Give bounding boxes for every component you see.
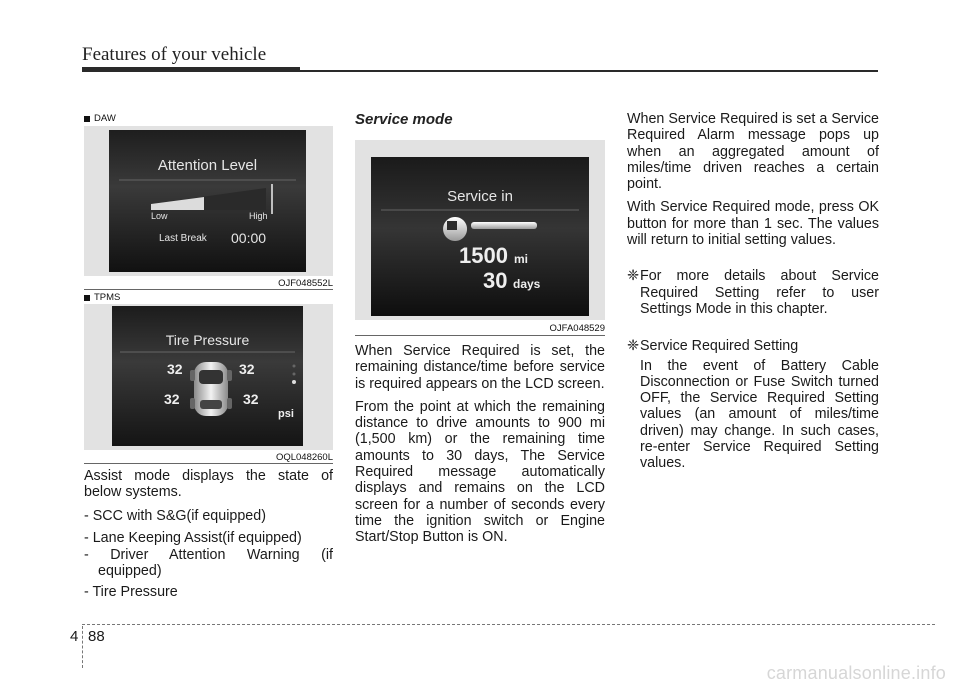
daw-screen-graphics: [109, 130, 306, 272]
assist-item-daw-line1: - Driver Attention Warning (if: [84, 547, 333, 563]
column3-text: [627, 111, 879, 472]
page-number: 88: [88, 628, 105, 645]
assist-mode-intro: Assist mode displays the state of below systems.: [84, 468, 333, 501]
note-symbol-icon: ❈: [627, 338, 639, 355]
header-rule-thin: [300, 70, 878, 72]
note-service-required-setting-title: ❈ Service Required Setting: [627, 338, 799, 355]
tpms-figure-panel: [84, 304, 333, 450]
service-figure-rule: [355, 335, 605, 336]
daw-lcd-screen: [109, 130, 306, 272]
daw-figure-rule: [84, 289, 333, 290]
note-settings-mode: ❈ For more details about Service Required Setting refer to user Settings Mode in this chapter.: [627, 268, 879, 317]
footer-vertical-dashed-rule: [82, 626, 83, 668]
service-distance-value: 1500: [459, 243, 508, 268]
column1-text: [84, 468, 333, 508]
service-screen-graphics: [371, 157, 589, 316]
daw-low-label: Low: [151, 211, 168, 221]
service-screen-title: Service in: [447, 188, 513, 205]
daw-last-break-value: 00:00: [231, 230, 267, 246]
header-rule-thick: [82, 67, 300, 72]
service-figure-panel: [355, 140, 605, 320]
column2-text: [355, 343, 605, 553]
service-mode-heading: Service mode: [355, 111, 453, 128]
daw-high-label: High: [249, 211, 268, 221]
note-service-required-setting-body: In the event of Battery Cable Disconnection or Fuse Switch turned OFF, the Service Required Setting values (an amount of miles/time driven) may change. In such cases, re-enter Service Required Setting values.: [640, 357, 879, 472]
tire-rear-right-value: 32: [243, 391, 259, 407]
tpms-unit-label: psi: [278, 408, 294, 420]
service-distance-unit: mi: [514, 252, 529, 266]
tpms-figure-code: OQL048260L: [275, 452, 333, 463]
service-reset-para: With Service Required mode, press OK button for more than 1 sec. The values will return to initial setting values.: [627, 199, 879, 249]
page-header-title: Features of your vehicle: [82, 44, 267, 65]
service-lcd-screen: [371, 157, 589, 316]
assist-item-scc: - SCC with S&G(if equipped): [84, 508, 266, 524]
chapter-number: 4: [70, 628, 79, 645]
service-figure-code: OJFA048529: [549, 323, 605, 334]
assist-item-tpms: - Tire Pressure: [84, 584, 178, 600]
service-days-unit: days: [513, 277, 541, 291]
service-alarm-para: When Service Required is set a Service Required Alarm message pops up when an aggregated amount of miles/time driven reaches a certain point.: [627, 111, 879, 193]
tpms-figure-label: TPMS: [84, 292, 120, 303]
tpms-screen-title: Tire Pressure: [165, 332, 250, 348]
daw-figure-label: DAW: [84, 113, 116, 124]
service-mode-para-1: When Service Required is set, the remaining distance/time before service is required appears on the LCD screen.: [355, 343, 605, 392]
footer-dashed-rule: [82, 624, 935, 625]
daw-last-break-label: Last Break: [159, 233, 207, 244]
service-days-value: 30: [483, 268, 508, 293]
watermark-text: carmanualsonline.info: [766, 663, 946, 683]
tire-front-right-value: 32: [239, 361, 255, 377]
tpms-screen-graphics: [112, 306, 303, 446]
tire-front-left-value: 32: [167, 361, 183, 377]
daw-figure-code: OJF048552L: [278, 278, 333, 289]
tire-rear-left-value: 32: [164, 391, 180, 407]
car-top-view-icon: [190, 362, 232, 416]
square-bullet-icon: [84, 116, 90, 122]
daw-screen-title: Attention Level: [157, 157, 258, 174]
square-bullet-icon: [84, 295, 90, 301]
tpms-figure-rule: [84, 463, 333, 464]
note-symbol-icon: ❈: [627, 268, 639, 285]
tpms-lcd-screen: [112, 306, 303, 446]
assist-item-daw-line2: equipped): [98, 563, 162, 579]
service-mode-para-2: From the point at which the remaining distance to drive amounts to 900 mi (1,500 km) or the remaining time amounts to 30 days, The Service Required message automatically displays and remains on the LCD screen for a number of seconds every time the ignition switch or Engine Start/Stop Button is ON.: [355, 398, 605, 546]
daw-figure-panel: [84, 126, 333, 276]
assist-item-lka: - Lane Keeping Assist(if equipped): [84, 530, 302, 546]
